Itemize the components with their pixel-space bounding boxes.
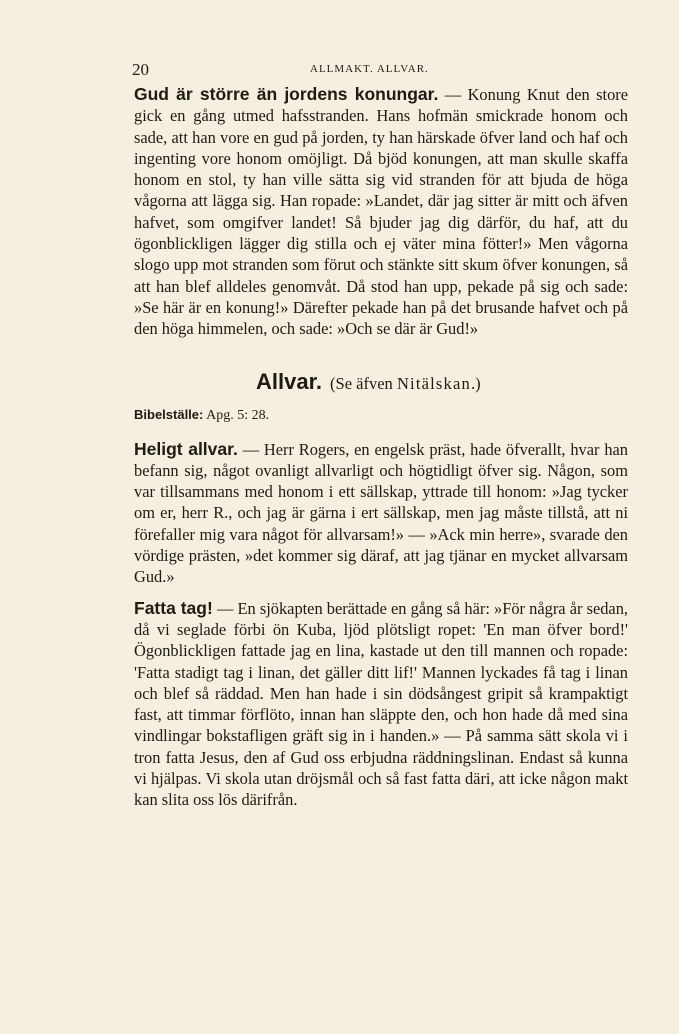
cross-reference-open: (Se äfven bbox=[330, 373, 393, 393]
cross-reference-close: .) bbox=[470, 373, 481, 393]
entry-fatta-text: — En sjökapten berättade en gång så här: »För några år sedan, då vi seglade förbi ön Kuba, ljöd plötsligt ropet: 'En man öfver bord!' Ögonblickligen fattade jag en lina, kastade ut den till mannen och ropade: 'Fatta stadigt tag i linan, det gäller ditt lif!' Mannen lyckades få tag i linan och blef så räddad. Men han hade i sin dödsångest gripit så krampaktigt fast, att timmar förflöto, innan han släppte den, och hon hade då med sina vindlingar bokstafligen gräft sig in i handen.» — På samma sätt skola vi i tron fatta Jesus, den af Gud oss erbjudna räddningslinan. Endast så kunna vi hjälpas. Vi skola utan dröjsmål och så fast fatta däri, att icke någon makt kan slita oss lös därifrån. bbox=[134, 598, 628, 810]
entry-gud-paragraph bbox=[134, 84, 628, 340]
bible-reference-label: Bibelställe: bbox=[134, 406, 204, 422]
entry-heligt-heading: Heligt allvar. bbox=[134, 438, 238, 459]
section-cross-reference bbox=[330, 374, 481, 393]
running-head-title: ALLMAKT. ALLVAR. bbox=[310, 63, 429, 75]
entry-gud-text: — Konung Knut den store gick en gång utmed hafsstranden. Hans hofmän smickrade honom och sade, att han vore en gud på jorden, ty han härskade öfver land och haf och ingenting vore honom omöjligt. Då bjöd konungen, att man skulle skaffa honom en stol, ty han ville sätta sig vid stranden för att bjuda de höga vågorna att lägga sig. Han ropade: »Landet, där jag sitter är mitt och äfven hafvet, som omgifver landet! Så bjuder jag dig därför, du haf, att du ögonblickligen lägger dig stilla och ej väter mina fötter!» Men vågorna slogo upp mot stranden som förut och stänkte sitt skum öfver konungen, så att han blef alldeles genomvåt. Då stod han upp, pekade på sig och sade: »Se här är en konung!» Därefter pekade han på det brusande hafvet och på den höga himmelen, och sade: »Och se där är Gud!» bbox=[134, 85, 628, 339]
entry-gud-heading: Gud är större än jordens konungar. bbox=[134, 84, 439, 104]
entry-heligt-text: — Herr Rogers, en engelsk präst, hade öfverallt, hvar han befann sig, något ovanligt allvarligt och högtidligt öfver sig. Någon, som var tillsammans med honom i ett sällskap, yttrade till honom: »Jag tycker om er, herr R., och jag är gärna i ert sällskap, men jag måste tillstå, att ni förefaller mig vara något för allvarsam!» — »Ack min herre», svarade den vördige prästen, »det kommer sig däraf, att jag tjänar en mycket allvarsam Gud.» bbox=[134, 439, 628, 587]
running-head bbox=[0, 60, 679, 82]
entry-heligt-paragraph bbox=[134, 439, 628, 588]
section-title: Allvar. bbox=[256, 368, 323, 394]
entry-fatta-paragraph bbox=[134, 598, 628, 811]
bible-reference bbox=[134, 404, 628, 426]
page-body bbox=[134, 84, 628, 811]
bible-reference-value: Apg. 5: 28. bbox=[206, 407, 270, 423]
page-number: 20 bbox=[132, 60, 149, 79]
section-title-row bbox=[134, 364, 628, 400]
entry-fatta-heading: Fatta tag! bbox=[134, 597, 213, 618]
cross-reference-word: Nitälskan bbox=[396, 373, 471, 393]
